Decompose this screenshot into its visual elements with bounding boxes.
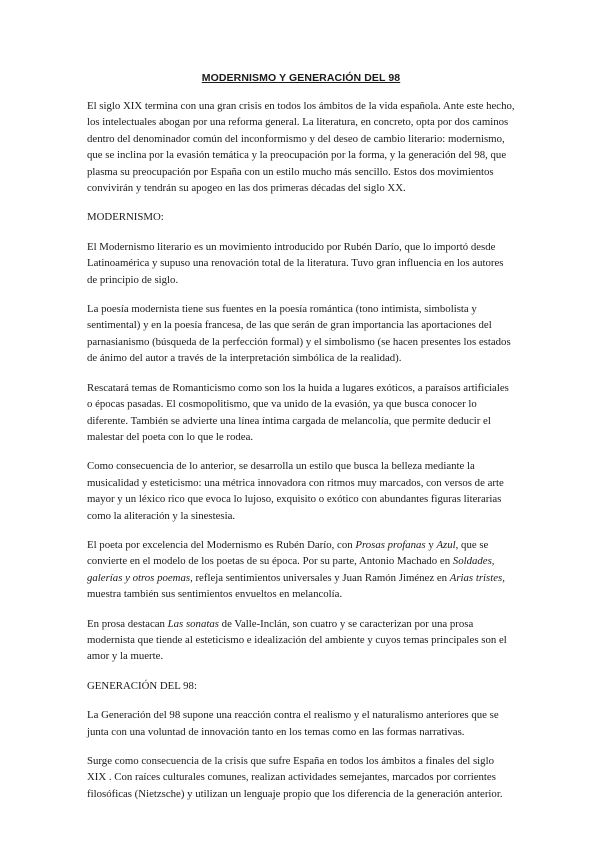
generacion-paragraph-2: Surge como consecuencia de la crisis que sufre España en todos los ámbitos a finales del siglo XIX . Con raíces culturales comunes, realizan actividades semejantes, marcados por corrientes filosóficas (Nietzsche) y utilizan un lenguaje propio que los diferencia de la generación anterior.: [87, 755, 503, 800]
work-title: Arias tristes,: [449, 571, 505, 584]
text-run: muestra también sus sentimientos envueltos en melancolía.: [87, 588, 343, 601]
work-title: Soldades, galerías y otros poemas,: [87, 555, 495, 584]
modernismo-paragraph-6: [87, 616, 515, 665]
text-run: de Valle-Inclán, son cuatro y se caracterizan por una prosa modernista que tiende al esteticismo e idealización del ambiente y cuyos temas principales son el amor y la muerte.: [87, 617, 507, 663]
modernismo-paragraph-3: Rescatará temas de Romanticismo como son los la huida a lugares exóticos, a paraísos artificiales o épocas pasadas. El cosmopolitismo, que va unido de la evasión, ya que busca conocer lo diferente. También se advierte una línea íntima cargada de melancolía, que permite deducir el malestar del poeta con lo que le rodea.: [87, 381, 509, 443]
modernismo-paragraph-4: Como consecuencia de lo anterior, se desarrolla un estilo que busca la belleza mediante la musicalidad y esteticismo: una métrica innovadora con ritmos muy marcados, con versos de arte mayor y un léxico rico que evoca lo lujoso, exquisito o exótico con abundantes figuras literarias como la aliteración y la sinestesia.: [87, 460, 504, 522]
text-run: refleja sentimientos universales y Juan Ramón Jiménez en: [192, 571, 450, 584]
work-title: Las sonatas: [167, 617, 219, 630]
modernismo-paragraph-1: El Modernismo literario es un movimiento introducido por Rubén Darío, que lo importó desde Latinoamérica y supuso una renovación total de la literatura. Tuvo gran influencia en los autores de principio de siglo.: [87, 240, 504, 286]
section-heading-modernismo: MODERNISMO:: [87, 211, 164, 224]
document-title: MODERNISMO Y GENERACIÓN DEL 98: [201, 72, 401, 84]
text-run: y: [425, 538, 437, 551]
section-heading-generacion: GENERACIÓN DEL 98:: [87, 679, 197, 692]
text-run: El poeta por excelencia del Modernismo es Rubén Darío, con: [87, 538, 356, 551]
work-title: Prosas profanas: [355, 538, 426, 551]
text-run: , que se convierte en el modelo de los poetas de su época. Por su parte, Antonio Machado en: [87, 538, 489, 568]
modernismo-paragraph-2: La poesía modernista tiene sus fuentes en la poesía romántica (tono intimista, simbolista y sentimental) y en la poesía francesa, de las que serán de gran importancia las aportaciones del parnasianismo (búsqueda de la perfección formal) y el simbolismo (se hacen presentes los estados de ánimo del autor a través de la interpretación simbólica de la realidad).: [87, 303, 511, 365]
text-run: En prosa destacan: [87, 617, 168, 630]
intro-paragraph: El siglo XIX termina con una gran crisis en todos los ámbitos de la vida española. Ante este hecho, los intelectuales abogan por una reforma general. La literatura, en concreto, opta por dos caminos dentro del denominador común del inconformismo y del deseo de cambio literario: modernismo, que se inclina por la evasión temática y la preocupación por la forma, y la generación del 98, que plasma su preocupación por España con un estilo mucho más sencillo. Estos dos movimientos convivirán y tendrán su apogeo en las dos primeras décadas del siglo XX.: [87, 100, 515, 195]
generacion-paragraph-1: La Generación del 98 supone una reacción contra el realismo y el naturalismo anteriores que se junta con una voluntad de innovación tanto en los temas como en las formas narrativas.: [87, 709, 499, 738]
work-title: Azul: [436, 538, 456, 551]
modernismo-paragraph-5: [87, 537, 515, 603]
